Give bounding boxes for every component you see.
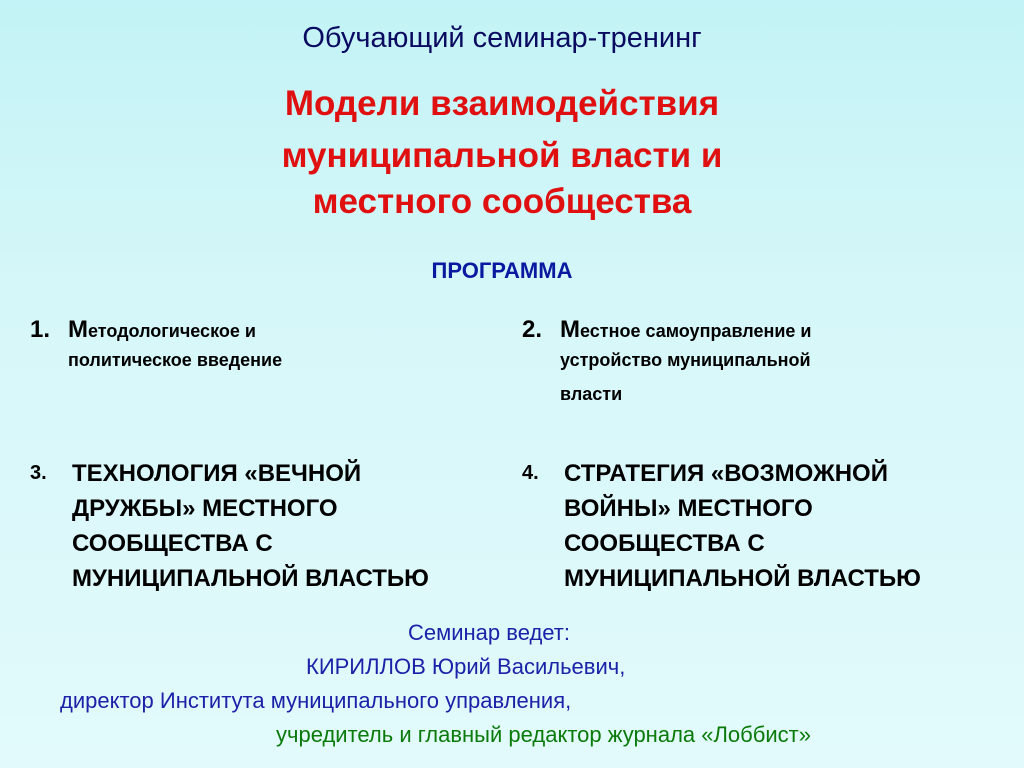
item-3-line-1: ТЕХНОЛОГИЯ «ВЕЧНОЙ [72, 460, 362, 487]
item-4-number: 4. [522, 462, 539, 484]
seminar-subtitle: Обучающий семинар-тренинг [302, 22, 702, 54]
item-4-line-2: ВОЙНЫ» МЕСТНОГО [564, 495, 813, 522]
item-4-line-4: МУНИЦИПАЛЬНОЙ ВЛАСТЬЮ [564, 565, 921, 592]
item-2-line-3-text: власти [560, 384, 623, 404]
item-2-line-2 [560, 350, 811, 371]
item-2-line-1-text: естное самоуправление и [580, 321, 812, 341]
item-2-line-3 [560, 384, 622, 405]
title-line-3: местного сообщества [312, 182, 692, 221]
program-heading: ПРОГРАММА [431, 258, 573, 283]
item-3-line-2: ДРУЖБЫ» МЕСТНОГО [72, 495, 338, 522]
program-item-1 [30, 316, 470, 386]
presenter-name: КИРИЛЛОВ Юрий Васильевич, [306, 654, 626, 679]
presenter-position: директор Института муниципального управления, [60, 688, 572, 713]
seminar-led-by: Семинар ведет: [408, 620, 570, 645]
item-3-number: 3. [30, 462, 47, 484]
item-4-line-1: СТРАТЕГИЯ «ВОЗМОЖНОЙ [564, 460, 888, 487]
program-item-3 [30, 456, 500, 596]
item-2-line-1 [560, 316, 812, 344]
item-2-line-2-text: устройство муниципальной [560, 350, 811, 370]
program-item-2 [522, 316, 1002, 416]
item-2-number: 2. [522, 316, 543, 343]
program-item-4 [522, 456, 1002, 596]
title-line-1: Модели взаимодействия [284, 84, 720, 123]
item-1-line-1 [68, 316, 256, 344]
item-3-line-4: МУНИЦИПАЛЬНОЙ ВЛАСТЬЮ [72, 565, 429, 592]
item-3-line-3: СООБЩЕСТВА С [72, 530, 273, 557]
presenter-role: учредитель и главный редактор журнала «Лоббист» [276, 722, 811, 747]
item-1-line-1-text: етодологическое и [88, 321, 256, 341]
item-1-line-1-initial: М [68, 316, 88, 343]
title-line-2: муниципальной власти и [281, 136, 723, 175]
item-1-number: 1. [30, 316, 51, 343]
item-1-line-2 [68, 350, 282, 371]
item-2-line-1-initial: М [560, 316, 580, 343]
item-1-line-2-text: политическое введение [68, 350, 283, 370]
item-4-line-3: СООБЩЕСТВА С [564, 530, 765, 557]
